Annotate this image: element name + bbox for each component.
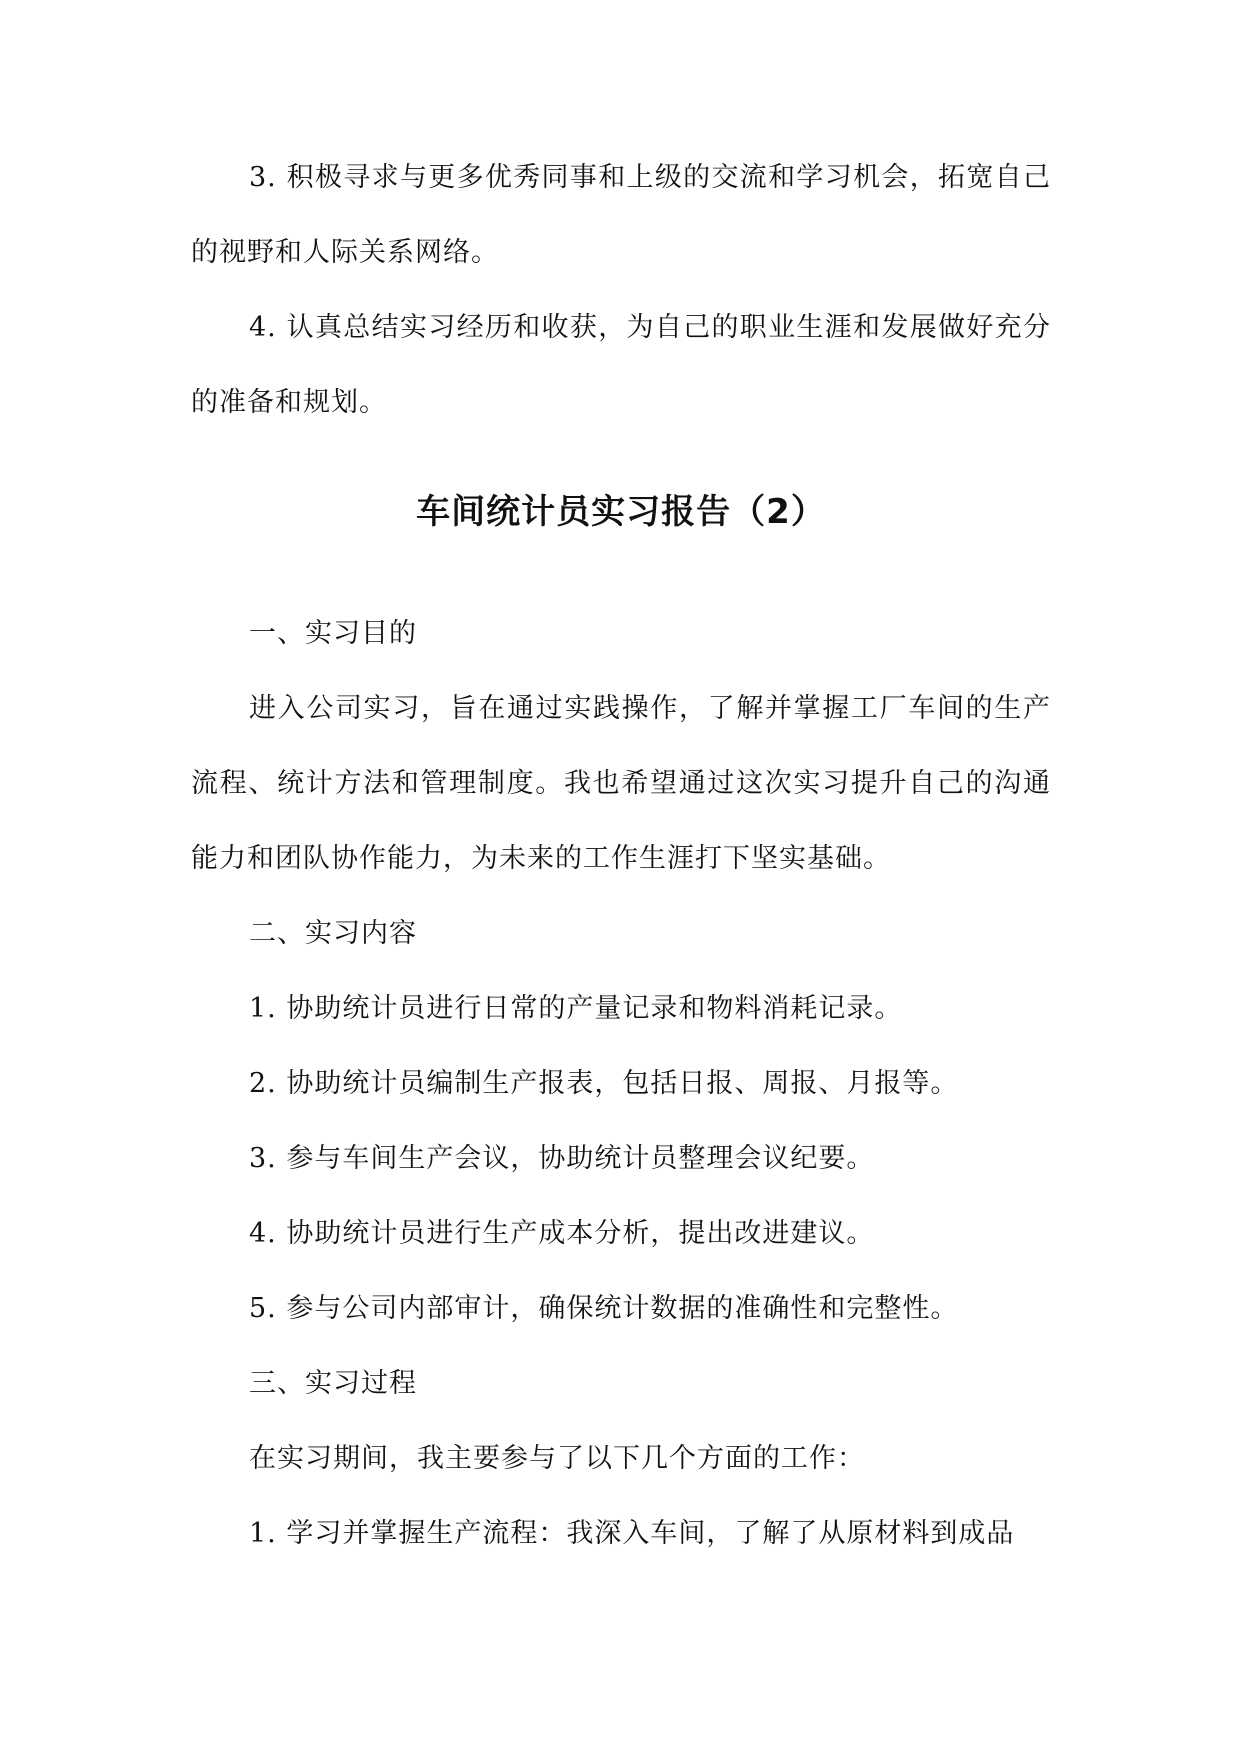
list-item: 3. 参与车间生产会议，协助统计员整理会议纪要。 [249, 1143, 875, 1174]
list-item: 1. 协助统计员进行日常的产量记录和物料消耗记录。 [249, 993, 903, 1024]
list-item: 4. 协助统计员进行生产成本分析，提出改进建议。 [249, 1218, 875, 1249]
list-item: 1. 学习并掌握生产流程：我深入车间，了解了从原材料到成品 [249, 1518, 1015, 1549]
report-title: 车间统计员实习报告（2） [416, 492, 826, 532]
list-item: 5. 参与公司内部审计，确保统计数据的准确性和完整性。 [249, 1293, 959, 1324]
paragraph-purpose: 进入公司实习，旨在通过实践操作，了解并掌握工厂车间的生产流程、统计方法和管理制度。我也希望通过这次实习提升自己的沟通能力和团队协作能力，为未来的工作生涯打下坚实基础。 [191, 693, 1051, 874]
paragraph-process-intro: 在实习期间，我主要参与了以下几个方面的工作： [249, 1443, 865, 1474]
list-item-top-4: 4. 认真总结实习经历和收获，为自己的职业生涯和发展做好充分的准备和规划。 [191, 312, 1051, 418]
list-item-top-3: 3. 积极寻求与更多优秀同事和上级的交流和学习机会，拓宽自己的视野和人际关系网络。 [191, 162, 1051, 268]
section-heading-process: 三、实习过程 [249, 1368, 417, 1399]
section-heading-purpose: 一、实习目的 [249, 618, 417, 649]
section-heading-content: 二、实习内容 [249, 918, 417, 949]
list-item: 2. 协助统计员编制生产报表，包括日报、周报、月报等。 [249, 1068, 959, 1099]
document-body [191, 140, 1051, 1571]
